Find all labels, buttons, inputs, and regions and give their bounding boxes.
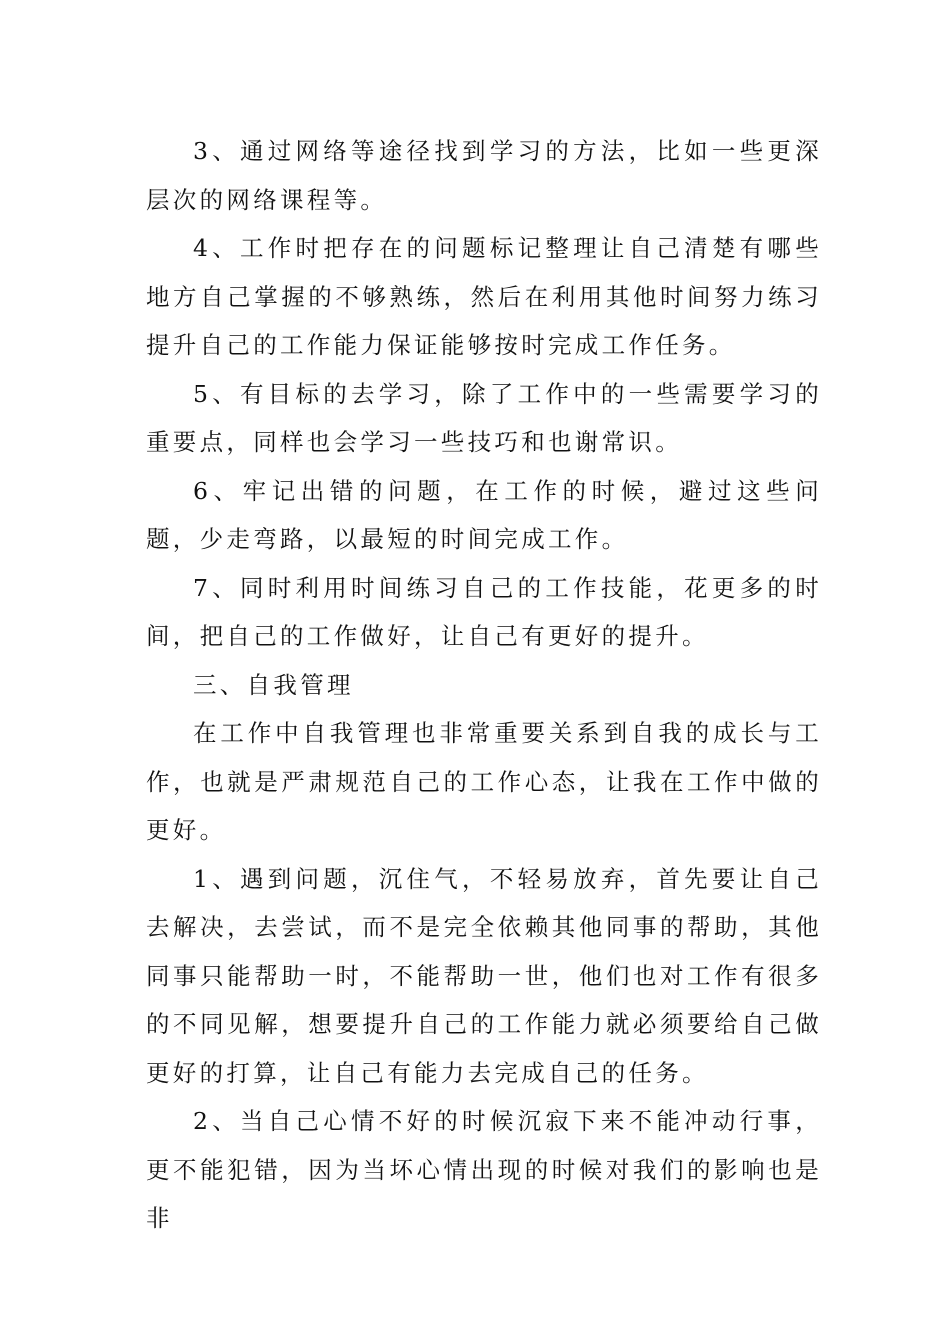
paragraph-item-1: 1、遇到问题，沉住气，不轻易放弃，首先要让自己去解决，去尝试，而不是完全依赖其他同事的帮助，其他同事只能帮助一时，不能帮助一世，他们也对工作有很多的不同见解，想要提升自己的工作能力就必须要给自己做更好的打算，让自己有能力去完成自己的任务。 bbox=[146, 864, 822, 1087]
document-body bbox=[146, 127, 822, 1243]
paragraph-item-3: 3、通过网络等途径找到学习的方法，比如一些更深层次的网络课程等。 bbox=[146, 137, 822, 214]
section-intro-paragraph: 在工作中自我管理也非常重要关系到自我的成长与工作，也就是严肃规范自己的工作心态，让我在工作中做的更好。 bbox=[146, 719, 822, 844]
paragraph-item-4: 4、工作时把存在的问题标记整理让自己清楚有哪些地方自己掌握的不够熟练，然后在利用其他时间努力练习提升自己的工作能力保证能够按时完成工作任务。 bbox=[146, 234, 822, 359]
paragraph-item-5: 5、有目标的去学习，除了工作中的一些需要学习的重要点，同样也会学习一些技巧和也谢常识。 bbox=[146, 379, 822, 456]
paragraph-item-2: 2、当自己心情不好的时候沉寂下来不能冲动行事，更不能犯错，因为当坏心情出现的时候对我们的影响也是非 bbox=[146, 1107, 822, 1232]
paragraph-item-7: 7、同时利用时间练习自己的工作技能，花更多的时间，把自己的工作做好，让自己有更好的提升。 bbox=[146, 573, 822, 650]
paragraph-item-6: 6、牢记出错的问题，在工作的时候，避过这些问题，少走弯路，以最短的时间完成工作。 bbox=[146, 476, 822, 553]
section-heading: 三、自我管理 bbox=[193, 670, 354, 699]
